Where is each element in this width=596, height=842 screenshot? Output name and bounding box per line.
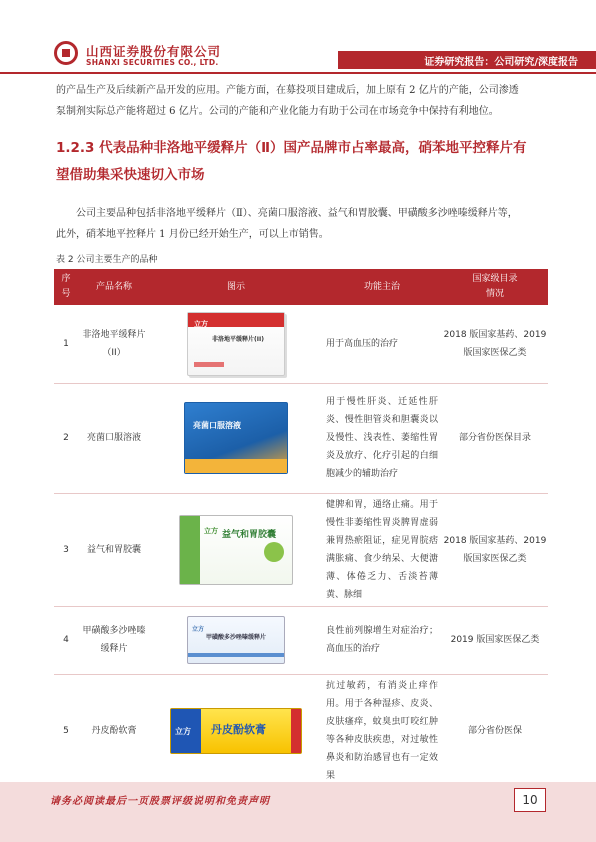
row-no: 2 [54, 383, 78, 493]
table-row [54, 674, 548, 787]
row-function: 用于慢性肝炎、迁延性肝炎、慢性胆管炎和胆囊炎以及慢性、浅表性、萎缩性胃炎及放疗、化疗引起的白细胞减少的辅助治疗 [322, 383, 442, 493]
product-box-image [187, 312, 285, 376]
row-image [150, 383, 322, 493]
box-brand: 立方 [192, 626, 205, 633]
product-box-image [179, 515, 293, 585]
row-no: 4 [54, 606, 78, 674]
product-box-image [170, 708, 302, 754]
section-heading [56, 135, 546, 189]
row-image [150, 305, 322, 383]
box-title: 丹皮酚软膏 [211, 722, 266, 736]
row-function: 用于高血压的治疗 [322, 305, 442, 383]
disclaimer-note: 请务必阅读最后一页股票评级说明和免责声明 [50, 796, 270, 807]
row-image [150, 606, 322, 674]
intro-paragraph [56, 80, 546, 122]
box-brand: 立方 [175, 726, 191, 736]
body-line: 公司主要品种包括非洛地平缓释片（Ⅱ）、亮菌口服溶液、益气和胃胶囊、甲磺酸多沙唑嗪缓释片等， [76, 208, 518, 219]
product-box-image [184, 402, 288, 474]
row-catalog: 部分省份医保目录 [442, 383, 548, 493]
body-line: 此外，硝苯地平控释片 1 月份已经开始生产，可以上市销售。 [56, 229, 329, 240]
row-image [150, 493, 322, 606]
company-name-cn: 山西证券股份有限公司 [86, 44, 222, 59]
row-catalog: 2018 版国家基药、2019 版国家医保乙类 [442, 493, 548, 606]
header-catalog: 国家级目录情况 [442, 269, 548, 305]
box-title: 甲磺酸多沙唑嗪缓释片 [206, 634, 267, 641]
page-number: 10 [514, 788, 546, 812]
row-no: 3 [54, 493, 78, 606]
table-header-row [54, 269, 548, 305]
page-header [0, 0, 596, 74]
row-function: 抗过敏药，有消炎止痒作用。用于各种湿疹、皮炎、皮肤瘙痒，蚊臭虫叮咬红肿等各种皮肤疾患，对过敏性鼻炎和防治感冒也有一定效果 [322, 674, 442, 787]
row-no: 5 [54, 674, 78, 787]
row-name: 丹皮酚软膏 [78, 674, 150, 787]
row-function: 良性前列腺增生对症治疗；高血压的治疗 [322, 606, 442, 674]
intro-line: 的产品生产及后续新产品开发的应用。产能方面，在募投项目建成后，加上原有 2 亿片的产能，公司渗透 [56, 85, 519, 96]
box-title: 非洛地平缓释片(II) [212, 335, 264, 343]
row-catalog: 部分省份医保 [442, 674, 548, 787]
row-name: 亮菌口服溶液 [78, 383, 150, 493]
company-name-en: SHANXI SECURITIES CO., LTD. [86, 58, 219, 67]
header-function: 功能主治 [322, 269, 442, 305]
header-no: 序号 [54, 269, 78, 305]
product-table [54, 269, 548, 788]
company-logo-icon [54, 41, 78, 65]
row-catalog: 2019 版国家医保乙类 [442, 606, 548, 674]
section-body [56, 203, 546, 245]
row-catalog: 2018 版国家基药、2019 版国家医保乙类 [442, 305, 548, 383]
box-title: 益气和胃胶囊 [222, 529, 277, 540]
row-name: 非洛地平缓释片（II） [78, 305, 150, 383]
row-image [150, 674, 322, 787]
report-type: 证券研究报告：公司研究/深度报告 [424, 57, 578, 68]
box-brand: 立方 [204, 526, 218, 535]
table-row [54, 606, 548, 674]
section-heading-line: 望借助集采快速切入市场 [56, 167, 205, 183]
intro-line: 泵制剂实际总产能将超过 6 亿片。公司的产能和产业化能力有助于公司在市场竞争中保持有利地位。 [56, 106, 499, 117]
box-brand: 立方 [194, 319, 208, 328]
page-footer [0, 782, 596, 842]
header-image: 图示 [150, 269, 322, 305]
box-title: 亮菌口服溶液 [193, 421, 241, 430]
row-name: 甲磺酸多沙唑嗪缓释片 [78, 606, 150, 674]
row-name: 益气和胃胶囊 [78, 493, 150, 606]
table-row [54, 493, 548, 606]
row-function: 健脾和胃，通络止痛。用于慢性非萎缩性胃炎脾胃虚弱兼胃热瘀阻证，症见胃脘痞满胀痛、食少纳呆、大便溏薄、体倦乏力、舌淡苔薄黄、脉细 [322, 493, 442, 606]
table-row [54, 305, 548, 383]
header-divider [0, 72, 596, 74]
row-no: 1 [54, 305, 78, 383]
table-caption: 表 2 公司主要生产的品种 [56, 255, 158, 265]
product-box-image [187, 616, 285, 664]
header-name: 产品名称 [78, 269, 150, 305]
table-row [54, 383, 548, 493]
section-heading-line: 1.2.3 代表品种非洛地平缓释片（Ⅱ）国产品牌市占率最高，硝苯地平控释片有 [56, 140, 527, 156]
